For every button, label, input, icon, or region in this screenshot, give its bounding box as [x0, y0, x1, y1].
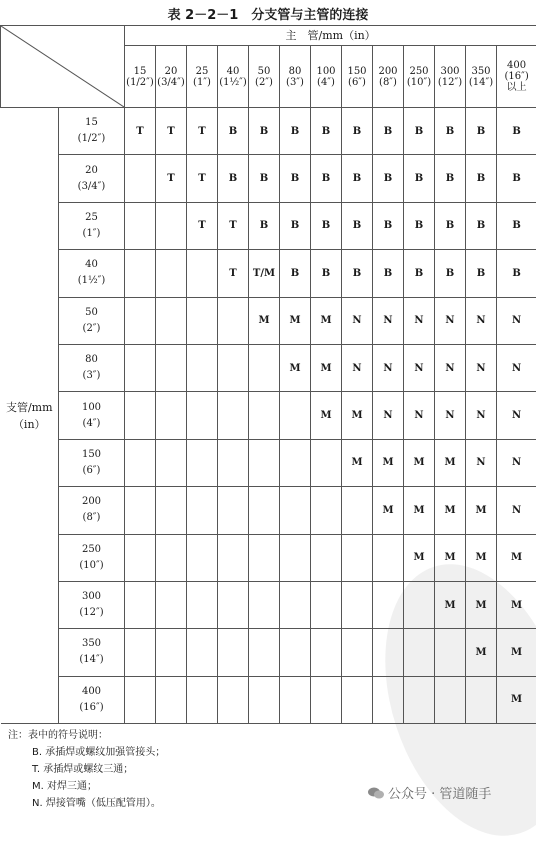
table-cell: N — [466, 297, 497, 344]
size-line: (8″) — [59, 510, 124, 526]
main-pipe-header: 主 管/mm（in） — [125, 26, 536, 46]
main-size-header — [187, 46, 218, 108]
table-cell — [373, 676, 404, 723]
table-cell — [404, 581, 435, 628]
main-size-header — [156, 46, 187, 108]
table-cell: M — [311, 344, 342, 391]
size-line: (6″) — [342, 77, 372, 88]
size-line: 250 — [404, 66, 434, 77]
table-cell — [311, 629, 342, 676]
size-line: (2″) — [59, 321, 124, 337]
table-cell — [249, 392, 280, 439]
header-row-main — [1, 26, 536, 46]
main-size-header — [404, 46, 435, 108]
table-cell: B — [466, 250, 497, 297]
table-cell — [218, 392, 249, 439]
table-cell — [187, 392, 218, 439]
table-cell — [125, 392, 156, 439]
size-line: (3″) — [59, 368, 124, 384]
table-cell — [311, 581, 342, 628]
size-line: (6″) — [59, 463, 124, 479]
table-cell: B — [435, 108, 466, 155]
table-cell — [280, 629, 311, 676]
table-row — [1, 581, 536, 628]
table-cell — [125, 250, 156, 297]
size-line: (2″) — [249, 77, 279, 88]
table-cell: M — [373, 439, 404, 486]
main-size-header — [249, 46, 280, 108]
table-row — [1, 392, 536, 439]
table-cell: B — [466, 202, 497, 249]
table-cell — [249, 629, 280, 676]
table-cell — [125, 439, 156, 486]
watermark — [368, 783, 491, 802]
note-item-t: T. 承插焊或螺纹三通； — [8, 761, 165, 778]
size-line: 400 — [497, 60, 536, 71]
table-cell: N — [404, 392, 435, 439]
size-line: (1½″) — [218, 77, 248, 88]
table-row — [1, 487, 536, 534]
size-line: 25 — [59, 210, 124, 226]
table-cell: B — [311, 202, 342, 249]
table-cell — [156, 392, 187, 439]
table-cell: M — [466, 629, 497, 676]
size-line: 250 — [59, 542, 124, 558]
table-cell: T — [125, 108, 156, 155]
table-cell: T — [156, 155, 187, 202]
table-cell: M — [497, 629, 536, 676]
table-cell — [249, 487, 280, 534]
note-item-m: M. 对焊三通； — [8, 778, 165, 795]
table-cell — [280, 487, 311, 534]
table-cell — [156, 487, 187, 534]
branch-size-label — [59, 202, 125, 249]
corner-cell — [1, 26, 125, 108]
branch-size-label — [59, 108, 125, 155]
table-cell: B — [435, 250, 466, 297]
table-cell — [249, 581, 280, 628]
size-line: 15 — [59, 115, 124, 131]
table-cell: B — [373, 250, 404, 297]
branch-size-label — [59, 581, 125, 628]
table-cell: B — [373, 108, 404, 155]
table-cell — [342, 487, 373, 534]
table-cell: M — [249, 297, 280, 344]
size-line: (8″) — [373, 77, 403, 88]
table-cell — [156, 250, 187, 297]
table-cell: B — [280, 202, 311, 249]
table-cell: B — [311, 250, 342, 297]
table-cell — [125, 202, 156, 249]
table-row — [1, 155, 536, 202]
table-row — [1, 439, 536, 486]
branch-connection-table — [0, 25, 536, 724]
main-size-header — [311, 46, 342, 108]
size-line: 300 — [435, 66, 465, 77]
table-cell: B — [466, 108, 497, 155]
size-line: (12″) — [59, 605, 124, 621]
table-cell — [218, 344, 249, 391]
branch-size-label — [59, 344, 125, 391]
table-cell — [218, 297, 249, 344]
size-line: (16″) — [497, 71, 536, 82]
table-cell: B — [435, 155, 466, 202]
watermark-text: 公众号 · 管道随手 — [388, 787, 491, 802]
table-cell: M — [435, 581, 466, 628]
table-cell: M — [342, 439, 373, 486]
size-line: 40 — [59, 257, 124, 273]
size-line: 20 — [156, 66, 186, 77]
table-cell — [187, 581, 218, 628]
table-cell: N — [466, 344, 497, 391]
table-cell: B — [373, 202, 404, 249]
table-cell: B — [342, 155, 373, 202]
table-cell: B — [218, 155, 249, 202]
table-cell — [125, 155, 156, 202]
size-line: 15 — [125, 66, 155, 77]
table-cell — [125, 487, 156, 534]
table-cell: M — [497, 534, 536, 581]
size-line: 100 — [311, 66, 341, 77]
table-cell: M — [280, 344, 311, 391]
size-line: 350 — [59, 636, 124, 652]
table-cell: N — [404, 297, 435, 344]
size-line: 350 — [466, 66, 496, 77]
table-cell — [280, 581, 311, 628]
table-cell: N — [497, 297, 536, 344]
main-size-header — [373, 46, 404, 108]
size-line: (1/2″) — [59, 131, 124, 147]
table-cell: M — [435, 534, 466, 581]
size-line: 300 — [59, 589, 124, 605]
table-cell — [311, 487, 342, 534]
table-cell — [187, 250, 218, 297]
size-line: (1½″) — [59, 273, 124, 289]
table-cell: T — [218, 202, 249, 249]
table-cell: B — [342, 202, 373, 249]
table-cell — [342, 534, 373, 581]
size-line: (14″) — [466, 77, 496, 88]
table-cell: B — [280, 108, 311, 155]
size-line: (1″) — [59, 226, 124, 242]
size-line: 100 — [59, 400, 124, 416]
table-cell: M — [497, 676, 536, 723]
table-cell: M — [373, 487, 404, 534]
table-cell — [373, 629, 404, 676]
table-cell: M — [342, 392, 373, 439]
table-cell: M — [435, 487, 466, 534]
main-size-header — [497, 46, 536, 108]
branch-size-label — [59, 250, 125, 297]
table-cell: B — [280, 155, 311, 202]
table-cell: T — [187, 155, 218, 202]
size-line: (16″) — [59, 700, 124, 716]
table-cell — [311, 676, 342, 723]
table-cell — [187, 487, 218, 534]
table-cell — [249, 439, 280, 486]
branch-size-label — [59, 534, 125, 581]
table-cell — [156, 629, 187, 676]
table-cell — [404, 629, 435, 676]
table-row — [1, 250, 536, 297]
table-cell: T — [156, 108, 187, 155]
size-line: (10″) — [59, 558, 124, 574]
table-row — [1, 108, 536, 155]
table-cell: B — [311, 155, 342, 202]
table-row — [1, 534, 536, 581]
table-cell: N — [373, 392, 404, 439]
table-cell: T — [218, 250, 249, 297]
table-cell: N — [435, 344, 466, 391]
legend-notes — [8, 727, 165, 812]
table-cell — [342, 676, 373, 723]
size-line: (1/2″) — [125, 77, 155, 88]
table-cell — [373, 534, 404, 581]
main-size-header — [435, 46, 466, 108]
table-cell: N — [373, 297, 404, 344]
table-cell: M — [497, 581, 536, 628]
table-cell — [218, 487, 249, 534]
table-cell — [466, 676, 497, 723]
table-cell — [311, 534, 342, 581]
table-cell — [280, 676, 311, 723]
table-row — [1, 676, 536, 723]
size-line: (10″) — [404, 77, 434, 88]
size-line: 150 — [342, 66, 372, 77]
table-cell: T — [187, 108, 218, 155]
table-row — [1, 344, 536, 391]
table-cell: B — [497, 108, 536, 155]
table-cell — [404, 676, 435, 723]
table-cell: N — [497, 392, 536, 439]
size-line: (1″) — [187, 77, 217, 88]
size-line: (3″) — [280, 77, 310, 88]
size-line: 400 — [59, 684, 124, 700]
size-line: 40 — [218, 66, 248, 77]
table-cell: T/M — [249, 250, 280, 297]
table-cell — [187, 297, 218, 344]
table-cell — [280, 439, 311, 486]
table-cell — [156, 202, 187, 249]
table-cell — [156, 581, 187, 628]
size-line: 150 — [59, 447, 124, 463]
table-cell — [156, 297, 187, 344]
table-cell — [187, 344, 218, 391]
size-line: 支管/mm — [1, 399, 59, 416]
size-line: 50 — [249, 66, 279, 77]
table-cell: B — [497, 202, 536, 249]
table-cell: B — [373, 155, 404, 202]
size-line: (3/4″) — [156, 77, 186, 88]
table-cell: B — [342, 250, 373, 297]
table-cell: N — [497, 487, 536, 534]
diagonal-line — [1, 26, 124, 107]
table-cell: N — [497, 439, 536, 486]
table-cell — [125, 534, 156, 581]
table-cell: B — [497, 155, 536, 202]
note-item-n: N. 焊接管嘴（低压配管用）。 — [8, 795, 165, 812]
table-cell: B — [404, 108, 435, 155]
size-line: (3/4″) — [59, 179, 124, 195]
table-cell — [187, 534, 218, 581]
table-cell: M — [280, 297, 311, 344]
table-cell — [125, 297, 156, 344]
table-cell — [435, 676, 466, 723]
table-cell — [218, 629, 249, 676]
main-size-header — [280, 46, 311, 108]
size-line: (4″) — [59, 416, 124, 432]
table-cell: M — [311, 392, 342, 439]
table-cell: B — [497, 250, 536, 297]
table-cell: N — [466, 439, 497, 486]
size-line: 以上 — [497, 82, 536, 93]
table-row — [1, 297, 536, 344]
size-line: 80 — [59, 352, 124, 368]
size-line: (12″) — [435, 77, 465, 88]
table-cell: N — [373, 344, 404, 391]
branch-size-label — [59, 297, 125, 344]
table-cell: N — [342, 297, 373, 344]
table-cell: M — [466, 534, 497, 581]
table-cell: M — [311, 297, 342, 344]
table-cell: B — [466, 155, 497, 202]
branch-pipe-header — [1, 108, 59, 724]
table-cell — [218, 581, 249, 628]
table-cell: B — [280, 250, 311, 297]
table-cell: B — [404, 250, 435, 297]
table-cell: M — [404, 439, 435, 486]
table-cell: M — [466, 581, 497, 628]
chat-bubbles-icon — [368, 787, 384, 799]
main-size-header — [342, 46, 373, 108]
table-cell: M — [404, 534, 435, 581]
branch-size-label — [59, 676, 125, 723]
table-cell — [311, 439, 342, 486]
table-cell: B — [435, 202, 466, 249]
table-cell: N — [497, 344, 536, 391]
table-caption: 表 2－2－1 分支管与主管的连接 — [0, 4, 536, 23]
size-line: 200 — [373, 66, 403, 77]
size-line: （in） — [1, 416, 59, 433]
table-cell — [125, 629, 156, 676]
table-cell: B — [249, 155, 280, 202]
branch-size-label — [59, 439, 125, 486]
main-size-header — [466, 46, 497, 108]
table-cell — [249, 676, 280, 723]
table-cell: N — [466, 392, 497, 439]
size-line: (14″) — [59, 652, 124, 668]
branch-size-label — [59, 629, 125, 676]
table-cell: M — [466, 487, 497, 534]
size-line: 50 — [59, 305, 124, 321]
branch-size-label — [59, 392, 125, 439]
table-cell: N — [435, 392, 466, 439]
table-cell — [156, 439, 187, 486]
table-cell — [280, 392, 311, 439]
table-cell: B — [218, 108, 249, 155]
branch-size-label — [59, 487, 125, 534]
table-cell — [125, 344, 156, 391]
main-size-header — [218, 46, 249, 108]
table-cell: N — [342, 344, 373, 391]
notes-intro: 注：表中的符号说明： — [8, 727, 165, 744]
table-cell — [187, 676, 218, 723]
table-cell — [280, 534, 311, 581]
size-line: 200 — [59, 494, 124, 510]
size-line: 20 — [59, 163, 124, 179]
size-line: (4″) — [311, 77, 341, 88]
table-cell — [187, 439, 218, 486]
table-cell: M — [435, 439, 466, 486]
table-cell — [435, 629, 466, 676]
table-cell — [218, 534, 249, 581]
size-line: 25 — [187, 66, 217, 77]
table-cell — [156, 676, 187, 723]
table-row — [1, 202, 536, 249]
table-cell: B — [311, 108, 342, 155]
table-cell — [218, 676, 249, 723]
table-cell: B — [404, 202, 435, 249]
table-cell: M — [404, 487, 435, 534]
table-cell: T — [187, 202, 218, 249]
table-cell — [342, 581, 373, 628]
table-cell: N — [404, 344, 435, 391]
table-cell: B — [249, 202, 280, 249]
table-cell — [373, 581, 404, 628]
table-row — [1, 629, 536, 676]
table-cell — [342, 629, 373, 676]
table-cell: B — [404, 155, 435, 202]
table-cell — [156, 534, 187, 581]
table-cell — [156, 344, 187, 391]
main-size-header — [125, 46, 156, 108]
size-line: 80 — [280, 66, 310, 77]
note-item-b: B. 承插焊或螺纹加强管接头； — [8, 744, 165, 761]
table-cell: B — [342, 108, 373, 155]
table-cell — [125, 676, 156, 723]
table-cell: B — [249, 108, 280, 155]
table-cell — [249, 534, 280, 581]
table-cell — [218, 439, 249, 486]
table-cell — [249, 344, 280, 391]
branch-size-label — [59, 155, 125, 202]
table-cell: N — [435, 297, 466, 344]
table-cell — [187, 629, 218, 676]
table-cell — [125, 581, 156, 628]
